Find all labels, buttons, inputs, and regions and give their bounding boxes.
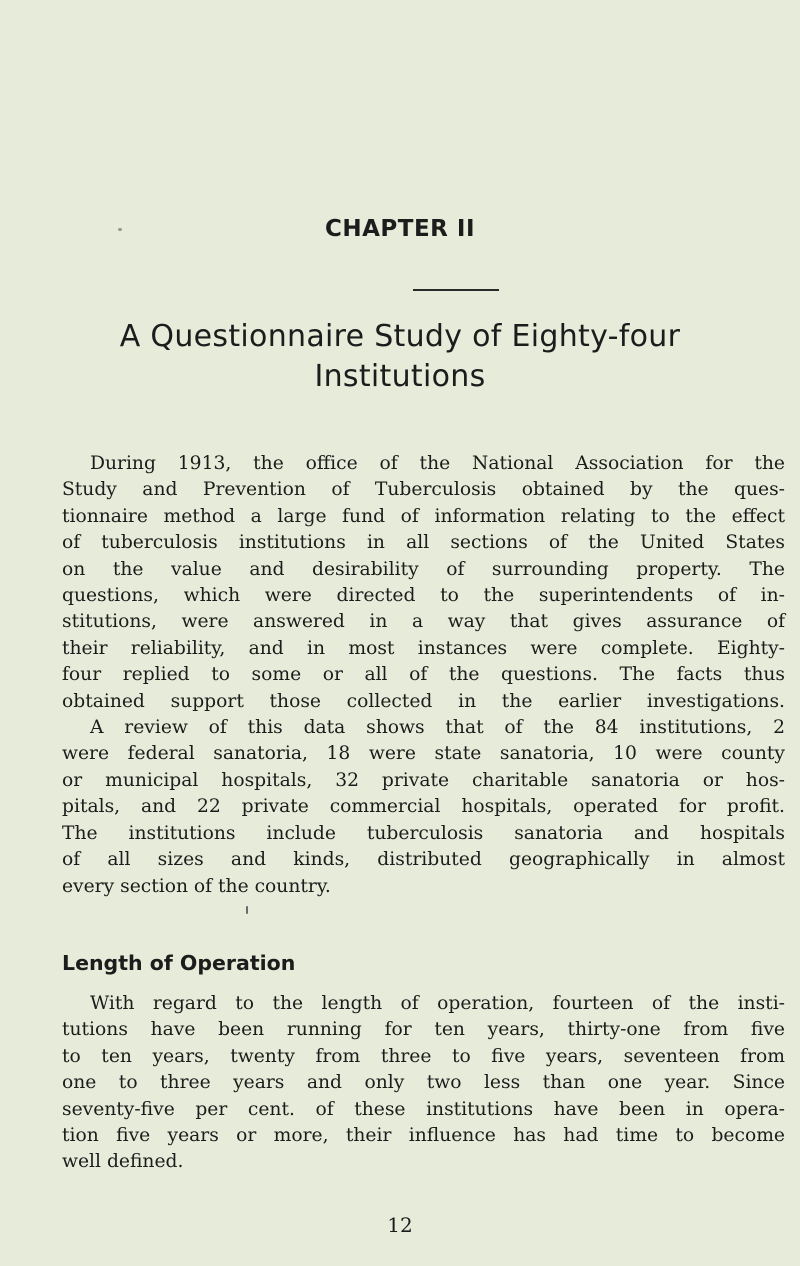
chapter-title [40,317,760,397]
paragraph-line: or municipal hospitals, 32 private charitable sanatoria or hos- [62,769,785,791]
paragraph-line: questions, which were directed to the superintendents of in- [62,585,785,607]
paragraph-line: every section of the country. [62,875,331,897]
paragraph-line: seventy-five per cent. of these institutions have been in opera- [62,1098,785,1120]
paragraph-line: of tuberculosis institutions in all sections of the United States [62,532,785,554]
paragraph-line: four replied to some or all of the questions. The facts thus [62,664,785,686]
paragraph-line: one to three years and only two less than one year. Since [62,1072,785,1094]
chapter-title-line-2: Institutions [314,359,486,394]
paragraph-line: tutions have been running for ten years, thirty-one from five [62,1019,785,1041]
paragraph-line: well defined. [62,1151,184,1173]
intro-paragraph [62,451,785,900]
paragraph-line: A review of this data shows that of the 84 institutions, 2 [90,717,785,739]
chapter-title-line-1: A Questionnaire Study of Eighty-four [119,319,681,354]
paragraph-line: their reliability, and in most instances were complete. Eighty- [62,637,785,659]
section-heading: Length of Operation [62,951,296,975]
paragraph-line: tion five years or more, their influence has had time to become [62,1125,785,1147]
paragraph-line: pitals, and 22 private commercial hospitals, operated for profit. [62,796,785,818]
paragraph-line: were federal sanatoria, 18 were state sanatoria, 10 were county [62,743,785,765]
paragraph-line: Study and Prevention of Tuberculosis obtained by the ques- [62,479,785,501]
paper-speck [246,906,248,914]
paragraph-line: The institutions include tuberculosis sanatoria and hospitals [62,822,785,844]
page-number: 12 [387,1213,413,1237]
paragraph-line: of all sizes and kinds, distributed geographically in almost [62,849,785,871]
paragraph-line: tionnaire method a large fund of information relating to the effect [62,505,785,527]
operation-paragraph [62,991,785,1176]
paragraph-line: obtained support those collected in the earlier investigations. [62,690,785,712]
chapter-label: CHAPTER II [324,216,476,242]
paragraph-line: During 1913, the office of the National Association for the [90,453,785,474]
paragraph-line: to ten years, twenty from three to five years, seventeen from [62,1045,785,1067]
paragraph-line: stitutions, were answered in a way that gives assurance of [62,611,785,633]
title-divider [413,289,499,291]
paragraph-line: With regard to the length of operation, fourteen of the insti- [90,993,785,1014]
paragraph-line: on the value and desirability of surrounding property. The [62,558,785,580]
